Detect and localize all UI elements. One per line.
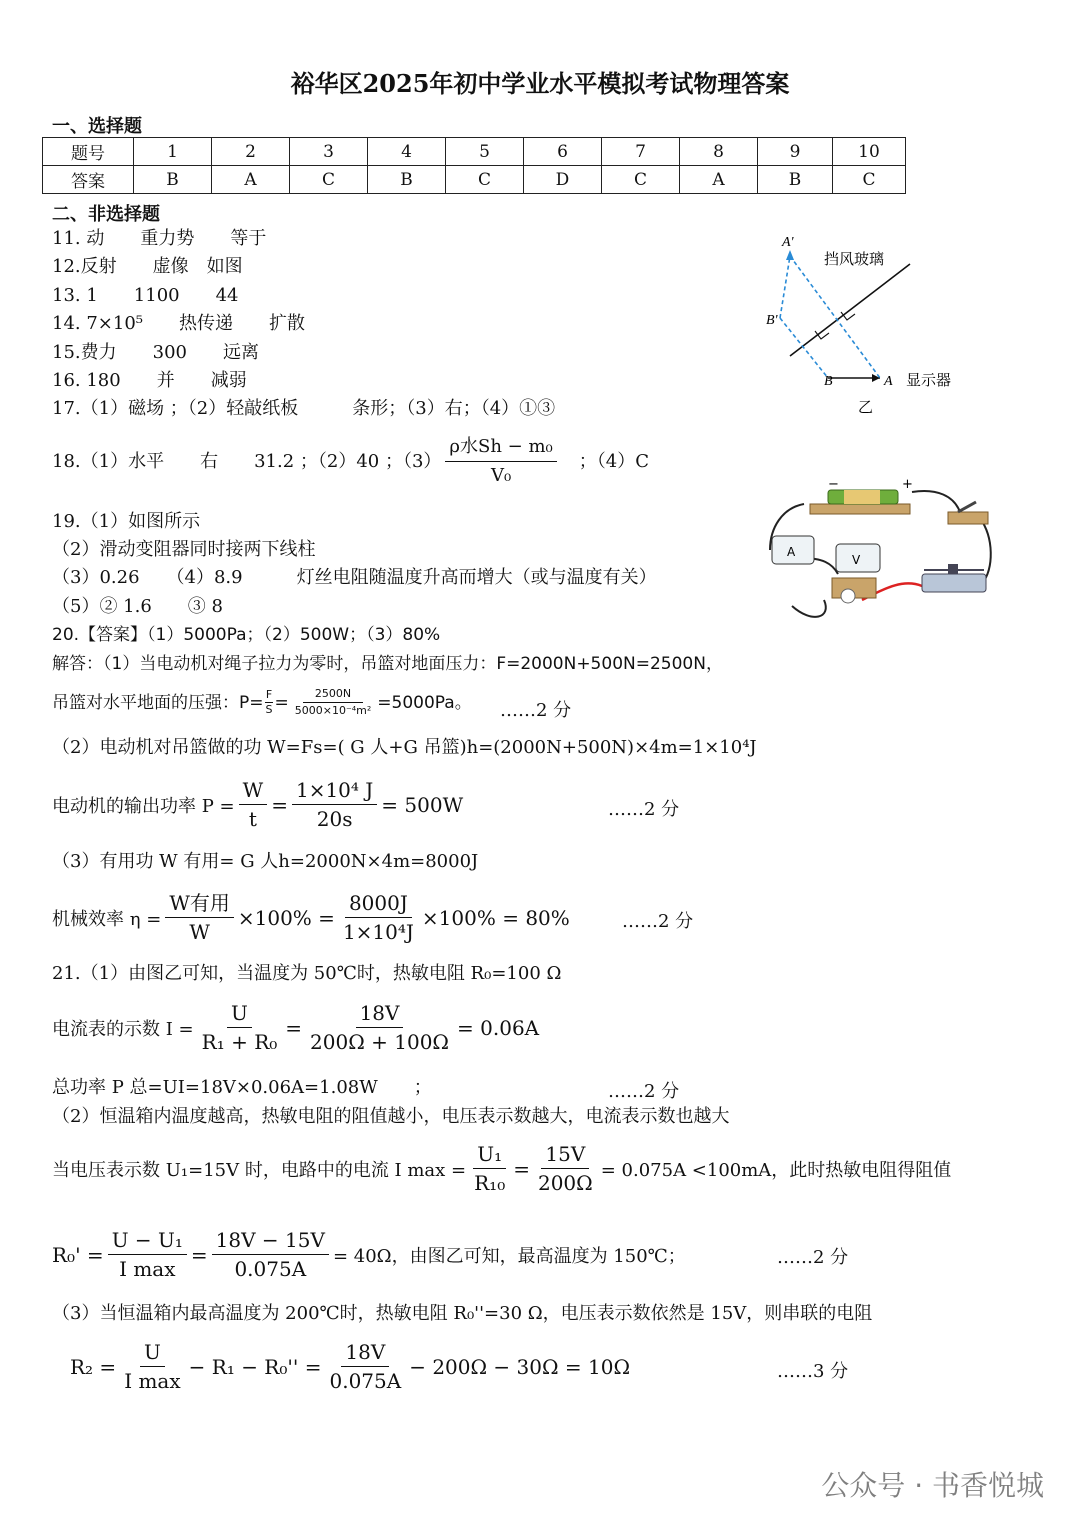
q21-step-3: 总功率 P 总=UI=18V×0.06A=1.08W ； [52,1077,432,1098]
score-label: ……2 分 [608,1081,680,1102]
table-cell: A [680,166,758,194]
formula-denominator: t [248,807,257,831]
formula-numerator: ρ水Sh − m₀ [445,433,556,462]
answer-line-15: 15.费力 300 远离 [52,342,259,363]
answer-line-13: 13. 1 1100 44 [52,285,239,306]
q20-step-6 [52,889,570,946]
ray-a [790,256,880,378]
circuit-diagram [762,478,1002,628]
formula-denominator: S [265,703,273,716]
formula-denominator: 200Ω + 100Ω [310,1030,450,1054]
section-nonchoice-heading: 二、非选择题 [52,204,160,225]
table-cell: C [833,166,906,194]
equals-sign: = [274,692,289,713]
formula-numerator: 2500N [303,686,363,703]
table-cell: A [212,166,290,194]
battery-label [844,490,880,504]
score-label: ……2 分 [777,1247,849,1268]
formula-denominator: 20s [316,807,353,831]
formula-numerator: F [265,688,273,701]
section-choice-heading: 一、选择题 [52,116,142,137]
table-row [43,166,906,194]
wire [792,600,826,617]
q21-step-8 [70,1338,630,1395]
formula-numerator: W有用 [165,889,234,918]
label-display: 显示器 [906,371,952,389]
answer-line-19-5: （5）② 1.6 ③ 8 [52,596,223,617]
label-windshield: 挡风玻璃 [824,250,885,268]
table-cell: 5 [446,138,524,166]
efficiency-value-fraction [339,889,418,946]
score-label: ……2 分 [608,799,680,820]
image-arrow-head [786,250,794,260]
table-cell: B [758,166,833,194]
page-title: 裕华区2025年初中学业水平模拟考试物理答案 [290,69,790,98]
q21-step-6-text: R₀' = [52,1242,104,1267]
score-label: ……3 分 [777,1361,849,1382]
formula-denominator: 0.075A [329,1369,402,1393]
reflection-diagram [760,228,970,418]
terminal-plus: + [902,478,913,492]
windshield-line [790,264,910,356]
watermark: 公众号 · 书香悦城 [821,1469,1044,1502]
series-resistance-fraction [120,1338,184,1395]
table-cell: 1 [134,138,212,166]
answer-line-14: 14. 7×10⁵ 热传递 扩散 [52,313,306,334]
formula-denominator: W [189,920,210,944]
formula-denominator: V₀ [490,465,512,486]
answer-line-11: 11. 动 重力势 等于 [52,228,267,249]
q21-step-5-result: = 0.075A <100mA，此时热敏电阻得阻值 [600,1159,952,1181]
formula-numerator: 8000J [345,889,412,918]
q20-step-1: 解答：（1）当电动机对绳子拉力为零时，吊篮对地面压力：F=2000N+500N=2500N， [52,654,723,674]
power-fraction [239,776,268,833]
formula-numerator: 1×10⁴ J [292,776,377,805]
power-value-fraction [292,776,377,833]
table-cell: 9 [758,138,833,166]
pressure-fraction [265,688,274,717]
q18-density-formula [445,433,556,490]
answer-line-17: 17.（1）磁场 ；（2）轻敲纸板 条形；（3）右；（4）①③ [52,398,556,419]
table-cell: D [524,166,602,194]
q21-step-2-text: 电流表的示数 I = [52,1018,194,1040]
image-ab [780,256,790,318]
battery-base [810,504,910,514]
formula-numerator: 18V [356,999,404,1028]
figure-caption: 乙 [858,398,874,416]
current-value-fraction [306,999,453,1056]
q21-step-8-result: − 200Ω − 30Ω = 10Ω [409,1354,631,1379]
table-cell: 10 [833,138,906,166]
table-cell: B [368,166,446,194]
formula-numerator: U [227,999,252,1028]
formula-numerator: 18V − 15V [212,1226,329,1255]
pressure-value-fraction [291,686,376,719]
q21-step-2-result: = 0.06A [457,1015,540,1040]
answer-line-19-2: （2）滑动变阻器同时接两下线柱 [52,539,316,560]
q20-step-2 [52,686,472,719]
terminal-minus: − [828,478,839,492]
label-a-prime: A' [782,235,794,250]
current-fraction [198,999,282,1056]
table-cell: C [446,166,524,194]
q20-step-5: （3）有用功 W 有用= G 人h=2000N×4m=8000J [52,851,479,872]
q21-step-5-text: 当电压表示数 U₁=15V 时，电路中的电流 I max = [52,1159,467,1181]
formula-denominator: 0.075A [234,1257,307,1281]
answer-line-16: 16. 180 并 减弱 [52,370,247,391]
q21-step-5: 当电压表示数 U₁=15V 时，电路中的电流 I max = $\frac{\text{U₁}}{\text{R₁₀}}$ = $\frac{15V}{200\Omega}$ = 0.075A <100mA，此时热敏电阻得阻值 [52,1142,952,1195]
q21-step-6-result: = 40Ω，由图乙可知，最高温度为 150℃； [332,1245,686,1267]
q21-step-4: （2）恒温箱内温度越高，热敏电阻的阻值越小，电压表示数越大，电流表示数也越大 [52,1106,730,1127]
label-b-prime: B' [766,313,778,328]
answer-line-19-1: 19.（1）如图所示 [52,511,201,532]
rheostat [922,574,986,592]
formula-numerator: W [239,776,268,805]
series-resistance-value-fraction [326,1338,406,1395]
resistance-value-fraction [212,1226,329,1283]
q20-step-2-text: 吊篮对水平地面的压强：P= [52,692,264,713]
formula-denominator: 5000×10⁻⁴m² [294,704,372,717]
table-cell: 题号 [43,138,134,166]
table-cell: 6 [524,138,602,166]
max-current-value-fraction [534,1140,597,1197]
table-cell: B [134,166,212,194]
label-b: B [824,374,833,389]
q20-step-3: （2）电动机对吊篮做的功 W=Fs=( G 人+G 吊篮)h=(2000N+500N)×4m=1×10⁴J [52,737,757,758]
table-cell: 4 [368,138,446,166]
answer-line-18 [52,433,649,490]
score-label: ……2 分 [622,911,694,932]
q20-step-6-text: 机械效率 η = [52,908,162,930]
table-row [43,138,906,166]
q21-step-8-text: R₂ = [70,1354,117,1379]
formula-denominator: 200Ω [537,1171,593,1195]
formula-numerator: U₁ [473,1140,506,1169]
answer-line-19-3: （3）0.26 （4）8.9 灯丝电阻随温度升高而增大（或与温度有关） [52,567,657,588]
formula-denominator: 1×10⁴J [342,920,414,944]
switch-blade [958,502,976,512]
formula-denominator: I max [119,1257,176,1281]
formula-numerator: U [140,1338,165,1367]
score-label: ……2 分 [500,700,572,721]
q20-step-6-mid: ×100% = [237,905,335,930]
formula-denominator: R₁₀ [474,1171,506,1195]
table-cell: C [602,166,680,194]
q18-text: 18.（1）水平 右 31.2 ；（2）40 ；（3） [52,450,442,472]
switch-base [948,512,988,524]
formula-numerator: 15V [541,1140,589,1169]
answer-line-12: 12.反射 虚像 如图 [52,256,243,277]
efficiency-fraction [165,889,234,946]
max-current-fraction [470,1140,509,1197]
q21-step-2: 电流表的示数 I = $\frac{U}{\text{R₁ + R₀}}$ = $\frac{18V}{200\Omega + 100\Omega}$ = 0.06A [52,1001,540,1054]
answer-line-21-1: 21.（1）由图乙可知，当温度为 50℃时，热敏电阻 R₀=100 Ω [52,963,562,984]
q20-step-4: 电动机的输出功率 P = $\frac{W}{t}$ = $\frac{\text{1×10⁴ J}}{20s}$ = 500W [52,778,464,831]
resistance-fraction [108,1226,187,1283]
table-cell: 7 [602,138,680,166]
voltmeter-symbol: V [852,553,861,567]
q21-step-8-mid: − R₁ − R₀'' = [188,1354,322,1379]
formula-denominator: R₁ + R₀ [201,1030,278,1054]
table-cell: 2 [212,138,290,166]
lamp-bulb [841,589,855,603]
formula-denominator: I max [124,1369,181,1393]
q20-step-2-result: =5000Pa。 [377,692,472,713]
q20-step-4-result: = 500W [381,792,464,817]
q21-step-7: （3）当恒温箱内最高温度为 200℃时，热敏电阻 R₀''=30 Ω，电压表示数依然是 15V，则串联的电阻 [52,1303,873,1324]
formula-numerator: 18V [341,1338,389,1367]
table-cell: C [290,166,368,194]
ammeter-symbol: A [787,545,796,559]
ray-b [780,318,828,378]
formula-numerator: U − U₁ [108,1226,187,1255]
q20-step-4-text: 电动机的输出功率 P = [52,795,235,817]
wire [912,491,960,512]
table-cell: 8 [680,138,758,166]
q18-tail: ；（4）C [578,450,649,472]
q21-step-6: R₀' = $\frac{\text{U − U₁}}{\text{I max}}$ = $\frac{18V - 15V}{0.075A}$ = 40Ω，由图乙可知，最高温度为 150℃； [52,1228,686,1281]
rheostat-slider [948,564,958,574]
answer-table [42,137,906,194]
table-cell: 答案 [43,166,134,194]
label-a: A [884,374,893,389]
table-cell: 3 [290,138,368,166]
q20-step-6-result: ×100% = 80% [421,905,570,930]
answer-line-20: 20.【答案】（1）5000Pa；（2）500W；（3）80% [52,625,441,645]
